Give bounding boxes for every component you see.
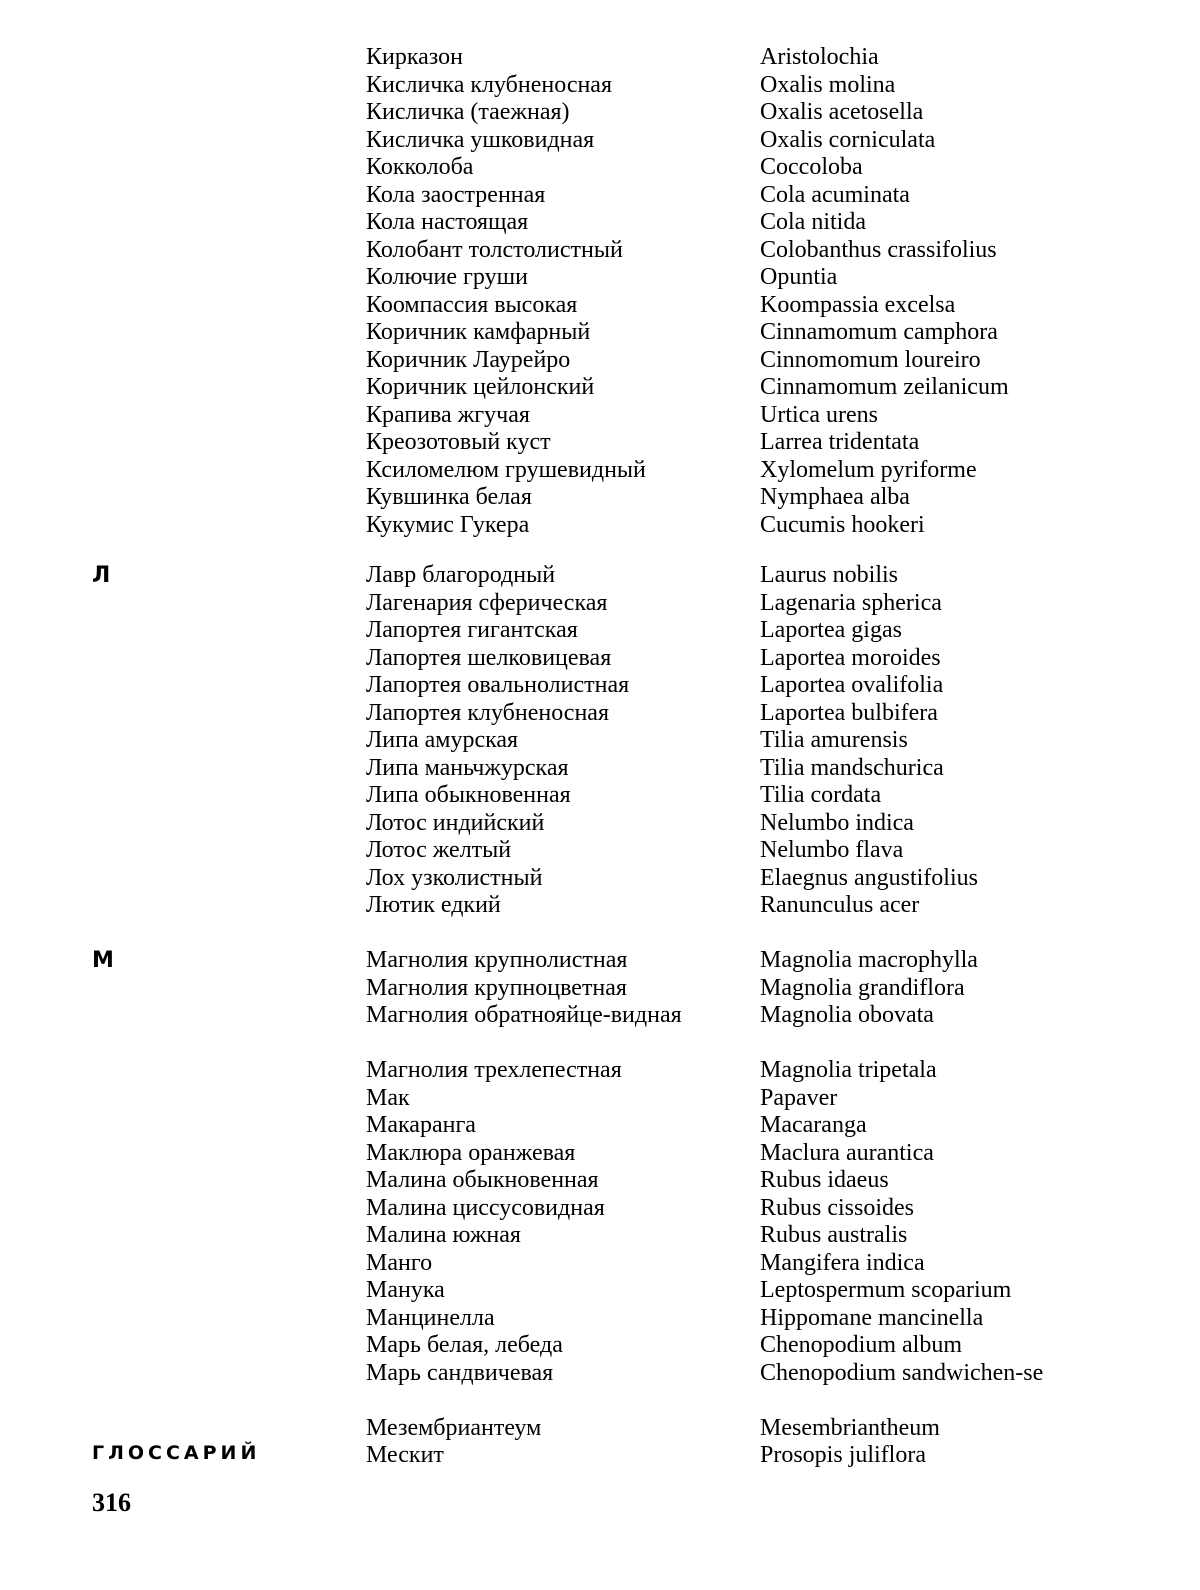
- latin-name: Mangifera indica: [760, 1249, 925, 1276]
- glossary-entry: [0, 402, 1200, 430]
- russian-name: Лох узколистный: [366, 864, 543, 891]
- glossary-entry: [0, 237, 1200, 265]
- russian-name: Марь белая, лебеда: [366, 1332, 563, 1358]
- glossary-entry: [0, 837, 1200, 865]
- glossary-entry: [0, 700, 1200, 728]
- glossary-entry: [0, 1222, 1200, 1250]
- russian-name: Марь сандвичевая: [366, 1359, 554, 1386]
- glossary-entry: [0, 1305, 1200, 1333]
- glossary-entry: [0, 72, 1200, 100]
- latin-name: Tilia mandschurica: [760, 754, 944, 781]
- russian-name: Липа маньчжурская: [366, 754, 569, 781]
- russian-name: Колючие груши: [366, 264, 528, 290]
- latin-name: Laportea moroides: [760, 644, 941, 671]
- glossary-entry: [0, 865, 1200, 893]
- russian-name: Кисличка (таежная): [366, 99, 570, 125]
- latin-name: Prosopis juliflora: [760, 1442, 926, 1468]
- russian-name: Малина южная: [366, 1222, 521, 1248]
- latin-name: Aristolochia: [760, 44, 879, 70]
- latin-name: Elaegnus angustifolius: [760, 864, 978, 891]
- russian-name: Мак: [366, 1084, 410, 1111]
- running-footer-label: ГЛОССАРИЙ: [92, 1442, 261, 1464]
- russian-name: Кола заостренная: [366, 181, 546, 208]
- latin-name: Chenopodium album: [760, 1332, 962, 1358]
- glossary-entry: [0, 1415, 1200, 1443]
- glossary-entry: [0, 512, 1200, 540]
- latin-name: Laportea gigas: [760, 617, 902, 643]
- latin-name: Mesembriantheum: [760, 1414, 940, 1441]
- glossary-entry: [0, 1112, 1200, 1140]
- glossary-entry: [0, 1195, 1200, 1223]
- glossary-entry: [0, 782, 1200, 810]
- latin-name: Chenopodium sandwichen-se: [760, 1359, 1044, 1386]
- russian-name: Ксиломелюм грушевидный: [366, 456, 646, 483]
- russian-name: Лютик едкий: [366, 892, 501, 918]
- russian-name: Малина обыкновенная: [366, 1167, 599, 1193]
- russian-name: Кирказон: [366, 44, 463, 70]
- russian-name: Лапортея шелковицевая: [366, 644, 612, 671]
- latin-name: Laportea bulbifera: [760, 699, 938, 726]
- glossary-entry: [0, 1140, 1200, 1168]
- glossary-entry: [0, 374, 1200, 402]
- glossary-section: [0, 44, 1200, 539]
- glossary-entry: [0, 1332, 1200, 1360]
- russian-name: Макаранга: [366, 1112, 476, 1138]
- latin-name: Opuntia: [760, 264, 838, 290]
- glossary-section: [0, 947, 1200, 1470]
- glossary-entry: [0, 1167, 1200, 1195]
- latin-name: Cola acuminata: [760, 181, 910, 208]
- latin-name: Xylomelum pyriforme: [760, 456, 977, 483]
- glossary-entry: [0, 347, 1200, 375]
- latin-name: Hippomane mancinella: [760, 1304, 984, 1331]
- russian-name: Кола настоящая: [366, 209, 529, 235]
- russian-name: Крапива жгучая: [366, 401, 530, 428]
- section-letter: М: [92, 948, 114, 973]
- latin-name: Cinnamomum camphora: [760, 319, 998, 345]
- glossary-entry: [0, 1360, 1200, 1415]
- latin-name: Cola nitida: [760, 209, 866, 235]
- glossary-entry: [0, 727, 1200, 755]
- glossary-entry: [0, 810, 1200, 838]
- russian-name: Манука: [366, 1277, 445, 1303]
- latin-name: Magnolia obovata: [760, 1002, 934, 1028]
- latin-name: Urtica urens: [760, 401, 878, 428]
- latin-name: Tilia amurensis: [760, 727, 908, 753]
- russian-name: Магнолия крупноцветная: [366, 974, 627, 1001]
- russian-name: Коричник камфарный: [366, 319, 591, 345]
- russian-name: Лотос индийский: [366, 809, 545, 836]
- glossary-entry: [0, 429, 1200, 457]
- glossary-entry: [0, 1250, 1200, 1278]
- glossary-entry: [0, 562, 1200, 590]
- latin-name: Rubus idaeus: [760, 1167, 889, 1193]
- latin-name: Papaver: [760, 1084, 838, 1111]
- russian-name: Лапортея клубненосная: [366, 699, 609, 726]
- glossary-entry: [0, 617, 1200, 645]
- latin-name: Laurus nobilis: [760, 562, 898, 588]
- russian-name: Мескит: [366, 1442, 444, 1468]
- glossary-entry: [0, 1085, 1200, 1113]
- russian-name: Лотос желтый: [366, 837, 512, 863]
- latin-name: Tilia cordata: [760, 782, 882, 808]
- russian-name: Креозотовый куст: [366, 429, 551, 455]
- glossary-entry: [0, 484, 1200, 512]
- section-letter: Л: [92, 563, 111, 588]
- glossary-entry: [0, 672, 1200, 700]
- glossary-entry: [0, 947, 1200, 975]
- latin-name: Colobanthus crassifolius: [760, 236, 997, 263]
- latin-name: Laportea ovalifolia: [760, 672, 944, 698]
- glossary-entry: [0, 892, 1200, 920]
- latin-name: Leptospermum scoparium: [760, 1277, 1012, 1303]
- russian-name: Кисличка ушковидная: [366, 126, 595, 153]
- latin-name: Larrea tridentata: [760, 429, 920, 455]
- russian-name: Манго: [366, 1249, 433, 1276]
- russian-name: Магнолия обратнояйце-видная: [366, 1002, 682, 1028]
- glossary-entry: [0, 182, 1200, 210]
- russian-name: Липа обыкновенная: [366, 782, 571, 808]
- latin-name: Cinnamomum zeilanicum: [760, 374, 1009, 400]
- russian-name: Магнолия трехлепестная: [366, 1057, 622, 1083]
- russian-name: Манцинелла: [366, 1304, 495, 1331]
- latin-name: Nelumbo indica: [760, 809, 914, 836]
- latin-name: Coccoloba: [760, 154, 863, 180]
- glossary-entry: [0, 292, 1200, 320]
- latin-name: Lagenaria spherica: [760, 589, 942, 616]
- latin-name: Nelumbo flava: [760, 837, 904, 863]
- glossary-entry: [0, 1057, 1200, 1085]
- latin-name: Maclura aurantica: [760, 1139, 934, 1166]
- latin-name: Cucumis hookeri: [760, 511, 925, 538]
- latin-name: Oxalis acetosella: [760, 99, 924, 125]
- glossary-entry: [0, 44, 1200, 72]
- russian-name: Коомпассия высокая: [366, 291, 578, 318]
- russian-name: Магнолия крупнолистная: [366, 947, 628, 973]
- latin-name: Macaranga: [760, 1112, 867, 1138]
- latin-name: Magnolia tripetala: [760, 1057, 937, 1083]
- glossary-entry: [0, 1002, 1200, 1057]
- russian-name: Кокколоба: [366, 154, 474, 180]
- latin-name: Magnolia macrophylla: [760, 947, 978, 973]
- latin-name: Ranunculus acer: [760, 892, 920, 918]
- russian-name: Липа амурская: [366, 727, 519, 753]
- latin-name: Koompassia excelsa: [760, 291, 956, 318]
- page-number: 316: [92, 1488, 131, 1517]
- latin-name: Rubus cissoides: [760, 1194, 915, 1221]
- russian-name: Кувшинка белая: [366, 484, 532, 510]
- russian-name: Коричник Лаурейро: [366, 346, 571, 373]
- glossary-entry: [0, 319, 1200, 347]
- russian-name: Кукумис Гукера: [366, 511, 530, 538]
- glossary-entry: [0, 755, 1200, 783]
- russian-name: Кисличка клубненосная: [366, 71, 612, 98]
- glossary-entry: [0, 99, 1200, 127]
- russian-name: Лапортея гигантская: [366, 617, 578, 643]
- russian-name: Маклюра оранжевая: [366, 1139, 576, 1166]
- russian-name: Коричник цейлонский: [366, 374, 595, 400]
- glossary-entry: [0, 645, 1200, 673]
- russian-name: Колобант толстолистный: [366, 236, 623, 263]
- glossary-entry: [0, 457, 1200, 485]
- latin-name: Magnolia grandiflora: [760, 974, 965, 1001]
- glossary-entry: [0, 1277, 1200, 1305]
- glossary-entry: [0, 264, 1200, 292]
- glossary-entry: [0, 154, 1200, 182]
- russian-name: Мезембриантеум: [366, 1414, 542, 1441]
- latin-name: Nymphaea alba: [760, 484, 910, 510]
- latin-name: Oxalis molina: [760, 71, 896, 98]
- russian-name: Лапортея овальнолистная: [366, 672, 630, 698]
- glossary-section: [0, 562, 1200, 920]
- russian-name: Лагенария сферическая: [366, 589, 608, 616]
- russian-name: Малина циссусовидная: [366, 1194, 605, 1221]
- latin-name: Rubus australis: [760, 1222, 908, 1248]
- latin-name: Oxalis corniculata: [760, 126, 936, 153]
- latin-name: Cinnomomum loureiro: [760, 346, 981, 373]
- glossary-entry: [0, 975, 1200, 1003]
- glossary-entry: [0, 209, 1200, 237]
- glossary-entry: [0, 127, 1200, 155]
- glossary-entry: [0, 590, 1200, 618]
- russian-name: Лавр благородный: [366, 562, 556, 588]
